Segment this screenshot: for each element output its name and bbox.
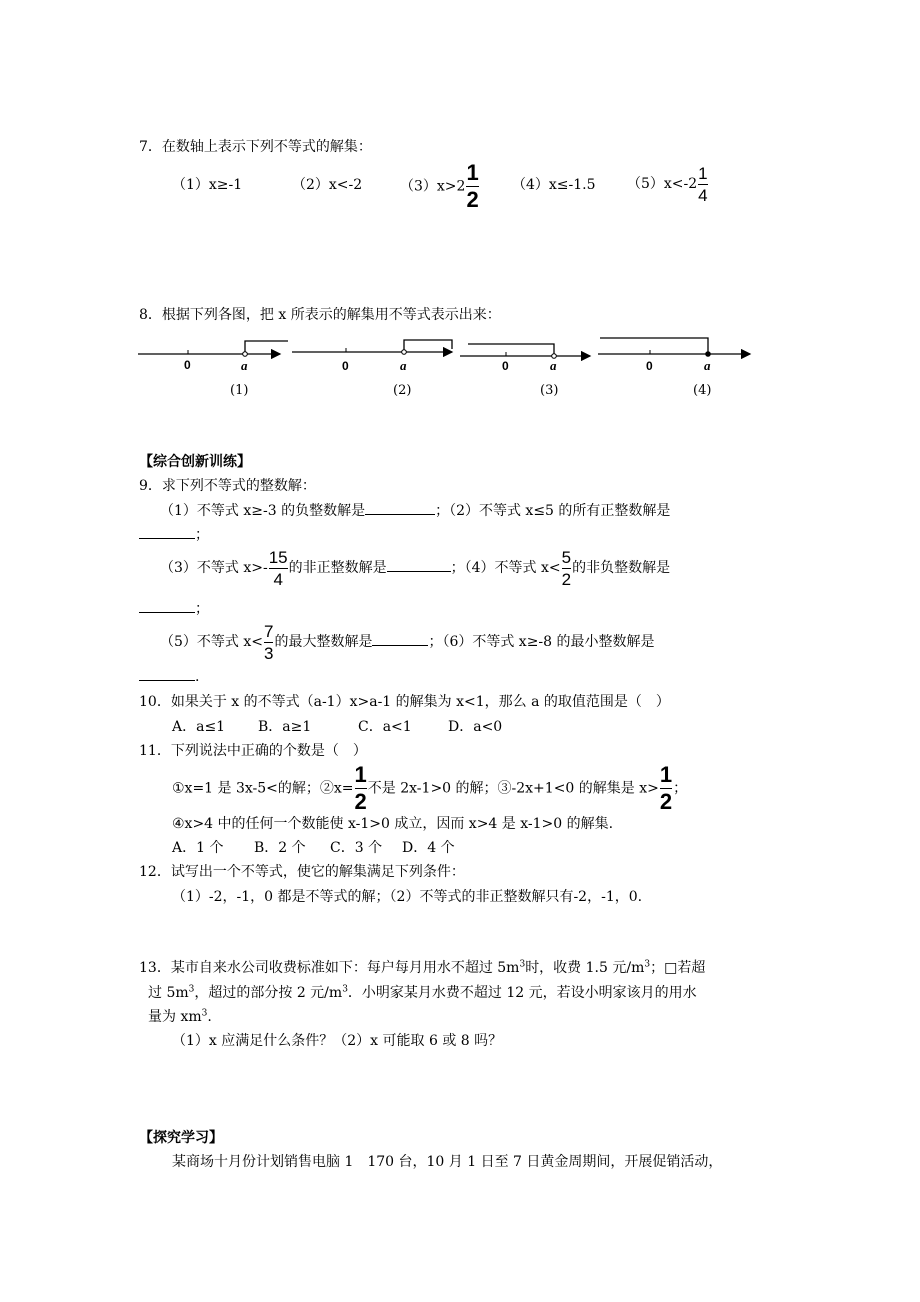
q7-item-2: （2）x<-2 — [292, 177, 363, 193]
explore-paragraph: 某商场十月份计划销售电脑 1 170 台，10 月 1 日至 7 日黄金周期间，开展促销活动， — [172, 1154, 723, 1170]
q9-line-2 — [139, 524, 209, 545]
q13-part-1: 13．某市自来水公司收费标准如下：每户每月用水不超过 5m — [139, 960, 520, 976]
q7-item-3-text: （3）x>2 — [400, 178, 466, 195]
svg-text:0: 0 — [502, 359, 509, 373]
q11-title: 11．下列说法中正确的个数是（ ） — [139, 743, 367, 759]
number-lines — [130, 330, 760, 380]
svg-text:0: 0 — [184, 358, 191, 372]
period: . — [195, 669, 200, 685]
q7-item-5-text: （5）x<-2 — [627, 176, 698, 192]
denominator: 4 — [698, 185, 708, 205]
denominator: 2 — [466, 187, 479, 212]
svg-text:a: a — [550, 358, 557, 373]
answer-blank[interactable] — [372, 631, 428, 646]
q9-line-3 — [160, 546, 670, 590]
q8-title: 8．根据下列各图，把 x 所表示的解集用不等式表示出来： — [139, 307, 501, 323]
numerator: 1 — [466, 160, 479, 185]
q7-item-4: （4）x≤-1.5 — [512, 177, 596, 193]
q12-title: 12．试写出一个不等式，使它的解集满足下列条件： — [139, 864, 465, 880]
q9-part-6: 的非负整数解是 — [572, 560, 671, 576]
q11-line-1 — [172, 764, 687, 813]
fraction — [264, 623, 273, 662]
q13-line-1 — [139, 958, 705, 978]
number-line-2 — [292, 340, 452, 373]
q11-part-2: 不是 2x-1>0 的解；③-2x+1<0 的解集是 x> — [367, 780, 659, 797]
superscript: 3 — [644, 959, 651, 970]
numerator: 1 — [354, 762, 367, 787]
numerator: 5 — [561, 547, 572, 567]
superscript: 3 — [201, 1008, 208, 1019]
section-heading-innovation: 【综合创新训练】 — [139, 454, 251, 470]
numerator: 7 — [263, 621, 274, 641]
superscript: 3 — [188, 984, 195, 995]
q9-title: 9．求下列不等式的整数解： — [139, 478, 316, 494]
q11-part-1: ①x=1 是 3x-5<的解；②x= — [172, 780, 354, 797]
q9-part-5: ；（4）不等式 x< — [450, 560, 561, 576]
denominator: 3 — [263, 643, 274, 663]
q9-line-6 — [139, 666, 199, 687]
q9-line-5 — [160, 620, 655, 664]
q13-part-7: 量为 xm — [148, 1009, 202, 1025]
number-line-3 — [460, 344, 590, 373]
semicolon: ； — [195, 527, 209, 543]
figure-label-2: (2) — [393, 383, 412, 398]
q10-option-d[interactable]: D．a<0 — [448, 719, 503, 735]
svg-text:0: 0 — [342, 359, 349, 373]
q13-part-8: . — [207, 1009, 212, 1025]
section-heading-explore: 【探究学习】 — [139, 1130, 223, 1146]
svg-text:a: a — [704, 358, 711, 373]
number-line-1 — [138, 341, 288, 373]
q10-option-b[interactable]: B．a≥1 — [258, 719, 312, 735]
q13-part-3: ；□若超 — [650, 960, 706, 976]
semicolon: ； — [195, 601, 209, 617]
q13-part-4: 过 5m — [148, 985, 189, 1001]
answer-blank[interactable] — [139, 598, 195, 613]
superscript: 3 — [519, 959, 526, 970]
answer-blank[interactable] — [139, 524, 195, 539]
fraction — [660, 764, 672, 813]
answer-blank[interactable] — [365, 500, 435, 515]
q12-conditions: （1）-2，-1，0 都是不等式的解；（2）不等式的非正整数解只有-2，-1，0. — [172, 889, 643, 905]
denominator: 2 — [354, 789, 367, 814]
q13-part-2: 时，收费 1.5 元/m — [525, 960, 645, 976]
superscript: 3 — [342, 984, 348, 995]
svg-text:a: a — [400, 358, 407, 373]
numerator: 15 — [268, 547, 288, 567]
q13-questions: （1）x 应满足什么条件？（2）x 可能取 6 或 8 吗？ — [172, 1033, 503, 1049]
denominator: 4 — [273, 569, 283, 589]
q13-part-6: ．小明家某月水费不超过 12 元，若设小明家该月的用水 — [347, 985, 697, 1001]
q11-part-3: ； — [673, 780, 688, 797]
q13-part-5: ，超过的部分按 2 元/m — [194, 985, 343, 1001]
q9-line-4 — [139, 598, 209, 619]
denominator: 2 — [659, 789, 673, 814]
numerator: 1 — [659, 762, 673, 787]
q9-part-7: （5）不等式 x< — [160, 634, 263, 650]
q11-option-b[interactable]: B．2 个 — [254, 840, 306, 856]
q9-part-2: ；（2）不等式 x≤5 的所有正整数解是 — [435, 503, 671, 519]
q11-option-c[interactable]: C．3 个 — [330, 840, 383, 856]
q10-option-c[interactable]: C．a<1 — [358, 719, 412, 735]
q10-option-a[interactable]: A．a≤1 — [172, 719, 226, 735]
answer-blank[interactable] — [387, 557, 451, 572]
q7-item-5 — [627, 162, 709, 206]
fraction — [698, 165, 707, 204]
number-line-4 — [598, 338, 750, 373]
q13-line-2 — [148, 983, 697, 1003]
q11-option-d[interactable]: D．4 个 — [402, 840, 455, 856]
q13-line-3 — [148, 1007, 212, 1027]
q9-line-1 — [160, 500, 670, 521]
numerator: 1 — [698, 163, 708, 183]
q7-item-3 — [400, 162, 480, 211]
q9-part-3: （3）不等式 x>- — [160, 560, 268, 576]
q9-part-9: ；（6）不等式 x≥-8 的最小整数解是 — [428, 634, 655, 650]
fraction — [269, 549, 288, 588]
fraction — [466, 162, 478, 211]
figure-label-3: (3) — [540, 383, 559, 398]
figure-label-1: (1) — [230, 383, 249, 398]
denominator: 2 — [561, 569, 572, 589]
q7-item-1: （1）x≥-1 — [172, 177, 243, 193]
figure-label-4: (4) — [693, 383, 712, 398]
svg-text:0: 0 — [646, 359, 653, 373]
q11-line-2: ④x>4 中的任何一个数能使 x-1>0 成立，因而 x>4 是 x-1>0 的解集. — [172, 816, 614, 832]
q9-part-1: （1）不等式 x≥-3 的负整数解是 — [160, 503, 366, 519]
fraction — [562, 549, 571, 588]
q9-part-8: 的最大整数解是 — [274, 634, 373, 650]
q11-option-a[interactable]: A．1 个 — [172, 840, 224, 856]
answer-blank[interactable] — [139, 666, 195, 681]
q9-part-4: 的非正整数解是 — [288, 560, 387, 576]
fraction — [355, 764, 367, 813]
q10-title: 10．如果关于 x 的不等式（a-1）x>a-1 的解集为 x<1，那么 a 的取值范围是（ ） — [139, 694, 670, 710]
q7-title: 7．在数轴上表示下列不等式的解集： — [139, 139, 372, 155]
svg-text:a: a — [241, 358, 248, 373]
